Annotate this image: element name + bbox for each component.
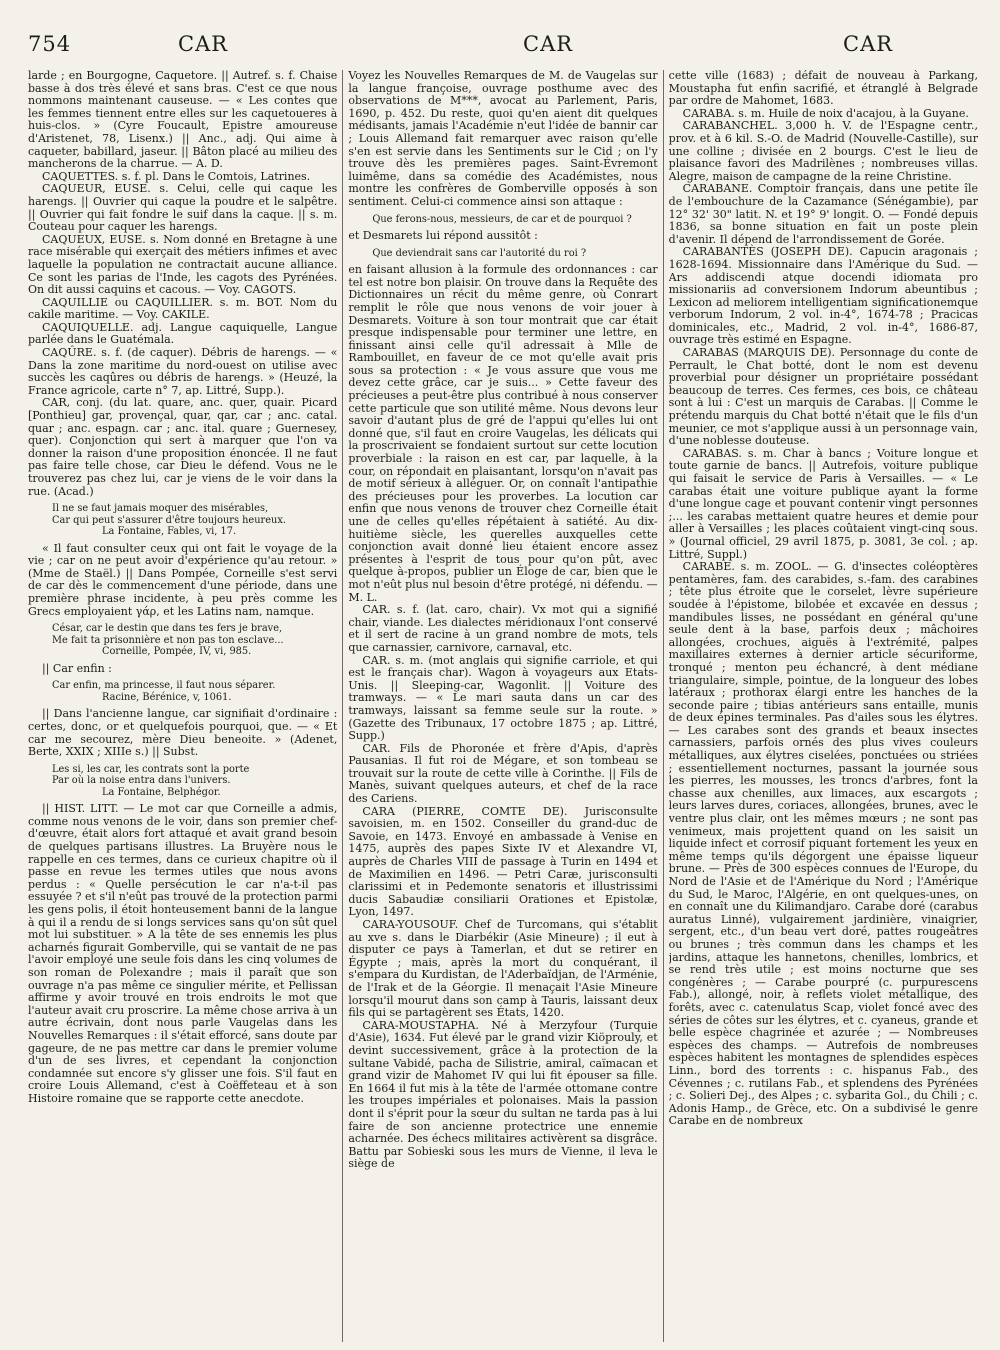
- text-columns: [28, 70, 978, 1342]
- page-header: [28, 28, 978, 68]
- running-head-right: CAR: [843, 32, 894, 56]
- verse-quote: [52, 764, 337, 799]
- column-divider: [663, 70, 664, 1342]
- entry: CARA-MOUSTAPHA. Né à Merzyfour (Turquie d'Asie), 1634. Fut élevé par le grand vizir Kiöprouly, et devint successivement, grâce à la protection de la sultane Vabidé, pacha de Silistrie, amiral, caïmacan et grand vizir de Mahomet IV qui lui fit épouser sa fille. En 1664 il fut mis à la tête de l'armée ottomane contre les troupes impériales et polonaises. Mais la passion dont il s'éprit pour la sœur du sultan ne tarda pas à lui faire de son ancienne protectrice une ennemie acharnée. Des échecs militaires activèrent sa disgrâce. Battu par Sobieski sous les murs de Vienne, il leva le siège de: [348, 1018, 658, 1171]
- verse-quote: [52, 623, 337, 658]
- quote-source: Corneille, Pompée, IV, vi, 985.: [102, 646, 252, 658]
- entry: cette ville (1683) ; défait de nouveau à Parkang, Moustapha fut enfin sacrifié, et étranglé à Belgrade par ordre de Mahomet, 1683.: [668, 70, 978, 108]
- column-3: [669, 70, 978, 1342]
- entry: CARABANCHEL. 3,000 h. V. de l'Espagne centr., prov. et à 6 kil. S.-O. de Madrid (Nouvelle-Castille), sur une colline ; divisée en 2 bourgs. C'est le lieu de plaisance favori des Madrilènes ; nombreuses villas. Alegre, maison de campagne de la reine Christine.: [668, 119, 978, 183]
- entry: CAR. s. m. (mot anglais qui signifie carriole, et qui est le français char). Wagon à voyageurs aux Etats-Unis. || Sleeping-car, Wagonlit. || Voiture des tramways. — « Le mari sauta dans un car des tramways, laissant sa femme seule sur la route. » (Gazette des Tribunaux, 17 octobre 1875 ; ap. Littré, Supp.): [348, 653, 658, 743]
- entry: CARABAS (MARQUIS DE). Personnage du conte de Perrault, le Chat botté, dont le nom est devenu proverbial pour désigner un propriétaire possédant beaucoup de terres. Ces fermes, ces bois, ce château sont à lui : C'est un marquis de Carabas. || Comme le prétendu marquis du Chat botté n'était que le fils d'un meunier, ce mot s'applique aussi à un personnage vain, d'une noblesse douteuse.: [668, 346, 978, 448]
- entry: || Dans l'ancienne langue, car signifiait d'ordinaire : certes, donc, or et quelquefois pourquoi, que. — « Et car me secourez, mère Dieu beneoite. » (Adenet, Berte, XXIX ; XIIIe s.) || Subst.: [28, 707, 338, 759]
- entry: CARABA. s. m. Huile de noix d'acajou, à la Guyane.: [682, 106, 969, 120]
- quote-source: Racine, Bérénice, v, 1061.: [102, 691, 232, 703]
- entry: CAQUILLIE ou CAQUILLIER. s. m. BOT. Nom du cakile maritime. — Voy. CAKILE.: [28, 295, 338, 322]
- verse-line: Il ne se faut jamais moquer des misérables,: [52, 503, 269, 515]
- column-1: [28, 70, 337, 1342]
- verse-line: Que ferons-nous, messieurs, de car et de pourquoi ?: [372, 213, 632, 225]
- entry: « Il faut consulter ceux qui ont fait le voyage de la vie ; car on ne peut avoir d'expérience qu'au retour. » (Mme de Staël.) || Dans Pompée, Corneille s'est servi de car dès le commencement d'une période, dans une première phrase incidente, à peu près comme les Grecs employaient γάρ, et les Latins nam, namque.: [28, 541, 338, 618]
- entry: CAQUEUX, EUSE. s. Nom donné en Bretagne à une race misérable qui exerçait des métiers infimes et avec laquelle la population ne contractait aucune alliance. Ce sont les parias de l'Inde, les cagots des Pyrénées. On dit aussi caquins et cacous. — Voy. CAGOTS.: [28, 232, 338, 297]
- quote-source: La Fontaine, Fables, vi, 17.: [102, 526, 237, 538]
- entry: CARABE. s. m. ZOOL. — G. d'insectes coléoptères pentamères, fam. des carabides, s.-fam. des carabines ; tête plus étroite que le corselet, lèvre supérieure soudée à l'épistome, bilobée et excavée en dessus ; mandibules lisses, ne possédant en général qu'une seule dent à la base, parfois deux ; mâchoires allongées, crochues, aiguës à l'extrémité, palpes maxillaires externes à dernier article sécuriforme, tronqué ; menton peu échancré, à dent médiane triangulaire, simple, pointue, de la longueur des lobes latéraux ; prothorax élargi entre les hanches de la seconde paire ; tibias antérieurs sans entaille, munis de deux épines terminales. Pas d'ailes sous les élytres. — Les carabes sont des grands et beaux insectes carnassiers, parfois ornés des plus vives couleurs métalliques, aux élytres ciselées, ponctuées ou striées ; essentiellement nocturnes, passant la journée sous les pierres, les mousses, les troncs d'arbres, font la chasse aux chenilles, aux limaces, aux escargots ; leurs larves dures, coriaces, allongées, brunes, avec le ventre plus clair, ont les mêmes mœurs ; ne sont pas venimeux, mais projettent quand on les saisit un liquide infect et corrosif piquant fortement les yeux en même temps qu'ils dégorgent une épaisse liqueur brune. — Près de 300 espèces connues de l'Europe, du Nord de l'Asie et de l'Amérique du Nord ; l'Amérique du Sud, le Maroc, l'Algérie, en ont quelques-unes, on en connaît une du Kilimandjaro. Carabe doré (carabus auratus Linné), vulgairement jardinière, vinaigrier, sergent, etc., d'un beau vert doré, pattes rougeâtres ou brunes ; très commun dans les champs et les jardins, attaque les hannetons, chenilles, lombrics, et se rend très utile ; est moins nocturne que ses congénères ; — Carabe pourpré (c. purpurescens Fab.), allongé, noir, à reflets violet métallique, des forêts, avec c. catenulatus Scap, violet foncé avec des séries de côtes sur les élytres, et c. cyaneus, grande et belle espèce chagrinée et azurée ; — Nombreuses espèces des champs. — Autrefois de nombreuses espèces habitent les montagnes de splendides espèces Linn., bord des torrents : c. hispanus Fab., des Cévennes ; c. rutilans Fab., et splendens des Pyrénées ; c. Solieri Dej., des Alpes ; c. sybarita Gol., du Chili ; c. Adonis Hamp., de Grèce, etc. On a subdivisé le genre Carabe en de nombreux: [668, 560, 978, 1128]
- entry: || HIST. LITT. — Le mot car que Corneille a admis, comme nous venons de le voir, dans son premier chef-d'œuvre, était alors fort attaqué et avait grand besoin de quelques partisans illustres. La Bruyère nous le rappelle en ces termes, dans ce curieux chapitre où il passe en revue les termes utiles que nous avons perdus : « Quelle persécution le car n'a-t-il pas essuyée ? et s'il n'eût pas trouvé de la protection parmi les gens polis, il étoit honteusement banni de la langue à qui il a rendu de si longs services sans qu'on sût quel mot lui substituer. » A la tête de ses ennemis les plus acharnés figurait Gomberville, qui se vantait de ne pas l'avoir employé une seule fois dans les cinq volumes de son roman de Polexandre ; mais il paraît que son ouvrage n'a pas même ce singulier mérite, et Pellissan affirme y avoir trouvé en trois endroits le mot que l'auteur avait cru proscrire. La même chose arriva à un autre écrivain, dont nous parle Vaugelas dans les Nouvelles Remarques : il s'était efforcé, sans doute par gageure, de ne pas mettre car dans le premier volume d'un de ses livres, et cependant la conjonction condamnée sut encore s'y glisser une fois. S'il faut en croire Louis Allemand, c'est à Coëffeteau et à son Histoire romaine que se rapporte cette anecdote.: [28, 802, 338, 1105]
- entry: CAQÛRE. s. f. (de caquer). Débris de harengs. — « Dans la zone maritime du nord-ouest on utilise avec succès les caqûres ou débris de harengs. » (Heuzé, la France agricole, carte n° 7, ap. Littré, Supp.).: [28, 346, 338, 397]
- entry: CAR. Fils de Phoronée et frère d'Apis, d'après Pausanias. Il fut roi de Mégare, et son tombeau se trouvait sur la route de cette ville à Corinthe. || Fils de Manès, suivant quelques auteurs, et chef de la race des Cariens.: [348, 741, 658, 806]
- entry: CAQUETTES. s. f. pl. Dans le Comtois, Latrines.: [42, 169, 311, 183]
- entry: || Car enfin :: [42, 661, 112, 675]
- verse-quote: [52, 680, 337, 703]
- verse-quote: [52, 503, 337, 538]
- verse-line: Car enfin, ma princesse, il faut nous séparer.: [52, 680, 276, 692]
- running-head-center: CAR: [523, 32, 574, 56]
- entry: larde ; en Bourgogne, Caquetore. || Autref. s. f. Chaise basse à dos très élevé et sans bras. C'est ce que nous nommons maintenant causeuse. — « Les contes que les femmes tiennent entre elles sur les caquetoueres à huis-clos. » (Cyre Foucault, Epistre amoureuse d'Aristenet, 78, Lisenx.) || Anc., adj. Qui aime à caqueter, babillard, jaseur. || Bâton placé au milieu des mancherons de la charrue. — A. D.: [28, 70, 338, 171]
- verse-line: Que deviendrait sans car l'autorité du roi ?: [372, 247, 587, 259]
- entry: et Desmarets lui répond aussitôt :: [348, 229, 538, 243]
- verse-quote: [372, 214, 657, 226]
- verse-line: César, car le destin que dans tes fers je brave,: [52, 623, 283, 635]
- verse-line: Les si, les car, les contrats sont la porte: [52, 763, 250, 775]
- verse-line: Par où la noise entra dans l'univers.: [52, 775, 231, 787]
- entry: CARABANTÈS (JOSEPH DE). Capucin aragonais ; 1628-1694. Missionnaire dans l'Amérique du Sud. — Ars addiscendi atque docendi idiomata pro missionariis ad conversionem Indorum abeuntibus ; Lexicon ad meliorem intelligentiam significationemque verborum Indorum, 2 vol. in-4°, 1674-78 ; Pracicas dominicales, etc., Madrid, 2 vol. in-4°, 1686-87, ouvrage très estimé en Espagne.: [668, 245, 978, 347]
- entry: CARABANE. Comptoir français, dans une petite île de l'embouchure de la Cazamance (Sénégambie), par 12° 32' 30" latit. N. et 19° 9' longit. O. — Fondé depuis 1836, sa bonne situation en fait un poste plein d'avenir. Il dépend de l'arrondissement de Gorée.: [668, 182, 978, 246]
- verse-line: Me fait ta prisonnière et non pas ton esclave...: [52, 634, 284, 646]
- column-2: [348, 70, 657, 1342]
- entry: CAQUEUR, EUSE. s. Celui, celle qui caque les harengs. || Ouvrier qui caque la poudre et le salpêtre. || Ouvrier qui fait fondre le suif dans la caque. || s. m. Couteau pour caquer les harengs.: [28, 182, 338, 234]
- verse-quote: [372, 248, 657, 260]
- running-head-left: CAR: [178, 32, 229, 56]
- verse-line: Car qui peut s'assurer d'être toujours heureux.: [52, 514, 286, 526]
- page-number: 754: [28, 32, 72, 56]
- entry: CARA (PIERRE, COMTE DE). Jurisconsulte savoisien, m. en 1502. Conseiller du grand-duc de Savoie, en 1473. Envoyé en ambassade à Venise en 1475, auprès des papes Sixte IV et Alexandre VI, auprès de Charles VIII de passage à Turin en 1494 et de Maximilien en 1496. — Petri Caræ, jurisconsulti clarissimi et in Pedemonte senatoris et illustrissimi ducis Sabaudiæ consiliarii Orationes et Epistolæ, Lyon, 1497.: [348, 804, 658, 919]
- entry: CAR, conj. (du lat. quare, anc. quer, quair. Picard [Ponthieu] gar, provençal, quar, qar, car ; anc. catal. quar ; anc. espagn. car ; anc. ital. quare ; Guernesey, quer). Conjonction qui sert à marquer que l'on va donner la raison d'une proposition énoncée. Il ne faut pas faire telle chose, car Dieu le défend. Vous ne le trouverez pas chez lui, car je viens de le voir dans la rue. (Acad.): [28, 396, 338, 498]
- column-divider: [342, 70, 343, 1342]
- entry: CAR. s. f. (lat. caro, chair). Vx mot qui a signifié chair, viande. Les dialectes méridionaux l'ont conservé et il sert de racine à un grand nombre de mots, tels que carnassier, carnivore, carnaval, etc.: [348, 603, 658, 654]
- entry: CAQUIQUELLE. adj. Langue caquiquelle, Langue parlée dans le Guatémala.: [28, 320, 338, 347]
- entry: en faisant allusion à la formule des ordonnances : car tel est notre bon plaisir. On trouve dans la Requête des Dictionnaires un récit du même genre, où Conrart remplit le rôle que nous venons de voir jouer à Desmarets. Voiture à son tour montrait que car était presque indispensable pour terminer une lettre, en finissant ainsi celle qu'il adressait à Mlle de Rambouillet, en faveur de ce mot qu'elle avait pris sous sa protection : « Je vous assure que vous me devez cette grâce, car je suis... » Cette faveur des précieuses a peut-être plus contribué à nous conserver cette particule que son utilité même. Nous devons leur savoir d'autant plus de gré de l'appui qu'elles lui ont donné que, s'il faut en croire Vaugelas, les délicats qui la proscrivaient se fondaient surtout sur cette locution proverbiale : la raison en est car, par laquelle, à la cour, on répondait en plaisantant, lorsqu'on n'avait pas de motif sérieux à alléguer. Or, on connaît l'antipathie des précieuses pour les proverbes. La locution car enfin que nous venons de trouver chez Corneille était une de celles qu'elles répétaient à satiété. Au dix-huitième siècle, les querelles auxquelles cette conjonction avait donné lieu étaient encore assez présentes à l'esprit de tous pour qu'on pût, avec quelque à-propos, publier un Éloge de car, bien que le mot n'eût plus nul besoin d'être protégé, ni défendu. — M. L.: [348, 263, 658, 604]
- entry: CARABAS. s. m. Char à bancs ; Voiture longue et toute garnie de bancs. || Autrefois, voiture publique qui faisait le service de Paris à Versailles. — « Le carabas était une voiture publique ayant la forme d'une longue cage et pouvant contenir vingt personnes ;... les carabas mettaient quatre heures et demie pour aller à Versailles ; les places coûtaient vingt-cinq sous. » (Journal officiel, 29 avril 1875, p. 3081, 3e col. ; ap. Littré, Suppl.): [668, 446, 978, 561]
- quote-source: La Fontaine, Belphégor.: [102, 786, 221, 798]
- entry: Voyez les Nouvelles Remarques de M. de Vaugelas sur la langue françoise, ouvrage posthume avec des observations de M***, avocat au Parlement, Paris, 1690, p. 452. Du reste, quoi qu'en aient dit quelques médisants, jamais l'Académie n'eut l'idée de bannir car ; Louis Allemand fait remarquer avec raison qu'elle s'en est servie dans les Sentiments sur le Cid ; on l'y trouve dès les premières pages. Saint-Évremont luimême, dans sa comédie des Académistes, nous montre les confrères de Gomberville opposés à son sentiment. Celui-ci commence ainsi son attaque :: [348, 70, 658, 208]
- entry: CARA-YOUSOUF. Chef de Turcomans, qui s'établit au xve s. dans le Diarbékir (Asie Mineure) ; il eut à disputer ce pays à Tamerlan, et dut se retirer en Égypte ; mais, après la mort du conquérant, il s'empara du Kurdistan, de l'Aderbaïdjan, de l'Arménie, de l'Irak et de la Géorgie. Il menaçait l'Asie Mineure lorsqu'il mourut dans son camp à Tauris, laissant deux fils qui se partagèrent ses États, 1420.: [348, 918, 658, 1020]
